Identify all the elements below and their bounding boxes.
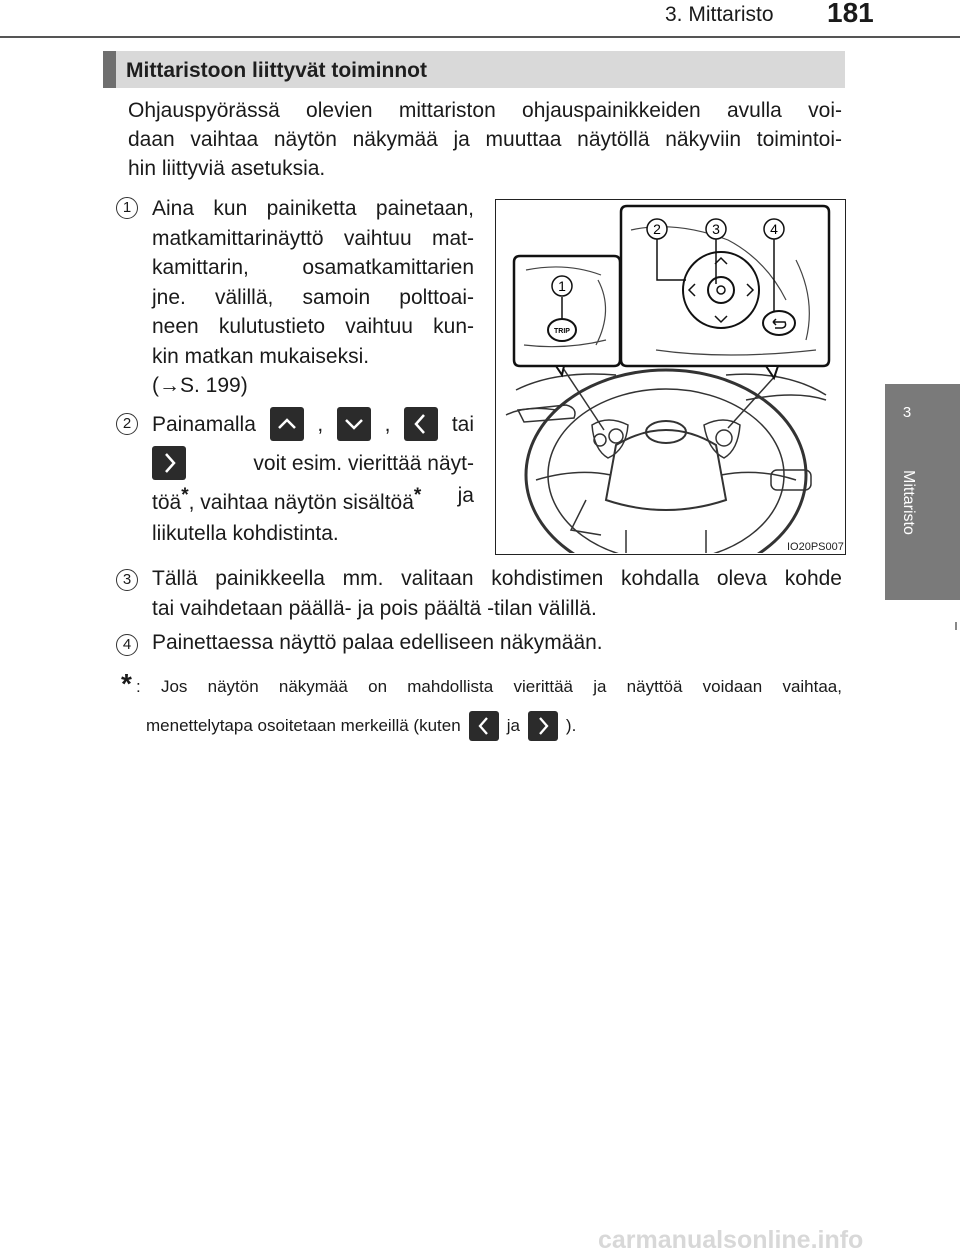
item-4-text: Painettaessa näyttö palaa edelliseen näkymään. [152, 631, 603, 654]
page-reference[interactable]: S. 199 [180, 374, 241, 397]
trip-label: TRIP [554, 328, 570, 335]
chapter-title: 3. Mittaristo [665, 3, 774, 26]
figure-code: IO20PS007 [787, 541, 844, 553]
up-chevron-icon [270, 407, 304, 441]
callout-1: 1 [558, 278, 566, 294]
item-2-text: Painamalla , , tai voit esim. vierittää näyt- töä*, vaihtaa näytön sisältöä* ja liikutella kohdistinta. [152, 407, 474, 549]
left-chevron-icon [469, 711, 499, 741]
section-title: Mittaristoon liittyvät toiminnot [126, 59, 427, 82]
right-chevron-icon [152, 446, 186, 480]
callout-2: 2 [653, 221, 661, 237]
watermark: carmanualsonline.info [598, 1226, 864, 1254]
page-number: 181 [827, 0, 874, 28]
footnote-line-2: menettelytapa osoitetaan merkeillä (kuten ja ). [146, 711, 576, 741]
side-tab-number: 3 [902, 404, 912, 421]
item-number: 2 [116, 413, 138, 435]
left-chevron-icon [404, 407, 438, 441]
steering-wheel-illustration [496, 200, 844, 553]
item-number: 4 [116, 634, 138, 656]
side-tab-label: Mittaristo [900, 470, 917, 535]
right-chevron-icon [528, 711, 558, 741]
footnote-star: * [121, 668, 132, 699]
ref-arrow: → [159, 374, 180, 397]
callout-4: 4 [770, 221, 778, 237]
side-mark [955, 622, 957, 630]
item-number: 1 [116, 197, 138, 219]
callout-3: 3 [712, 221, 720, 237]
header-rule [0, 36, 960, 38]
down-chevron-icon [337, 407, 371, 441]
item-3-text: Tällä painikkeella mm. valitaan kohdistimen kohdalla oleva kohde tai vaihdetaan päällä- ja pois päältä -tilan välillä. [152, 567, 842, 620]
side-tab [885, 384, 960, 460]
item-1-text: Aina kun painiketta painetaan, matkamittarinäyttö vaihtuu mat- kamittarin, osamatkamittarien jne. välillä, samoin polttoai- neen kulutustieto vaihtuu kun- kin matkan mukaiseksi. (→S. 199) [152, 197, 474, 397]
item-number: 3 [116, 569, 138, 591]
intro-paragraph: Ohjauspyörässä olevien mittariston ohjauspainikkeiden avulla voi- daan vaihtaa näytön näkymää ja muuttaa näytöllä näkyviin toimintoi- hin liittyviä asetuksia. [128, 99, 842, 180]
steering-wheel-figure [495, 199, 846, 555]
footnote-line-1: : Jos näytön näkymää on mahdollista vierittää ja näyttöä voidaan vaihtaa, [136, 677, 842, 696]
